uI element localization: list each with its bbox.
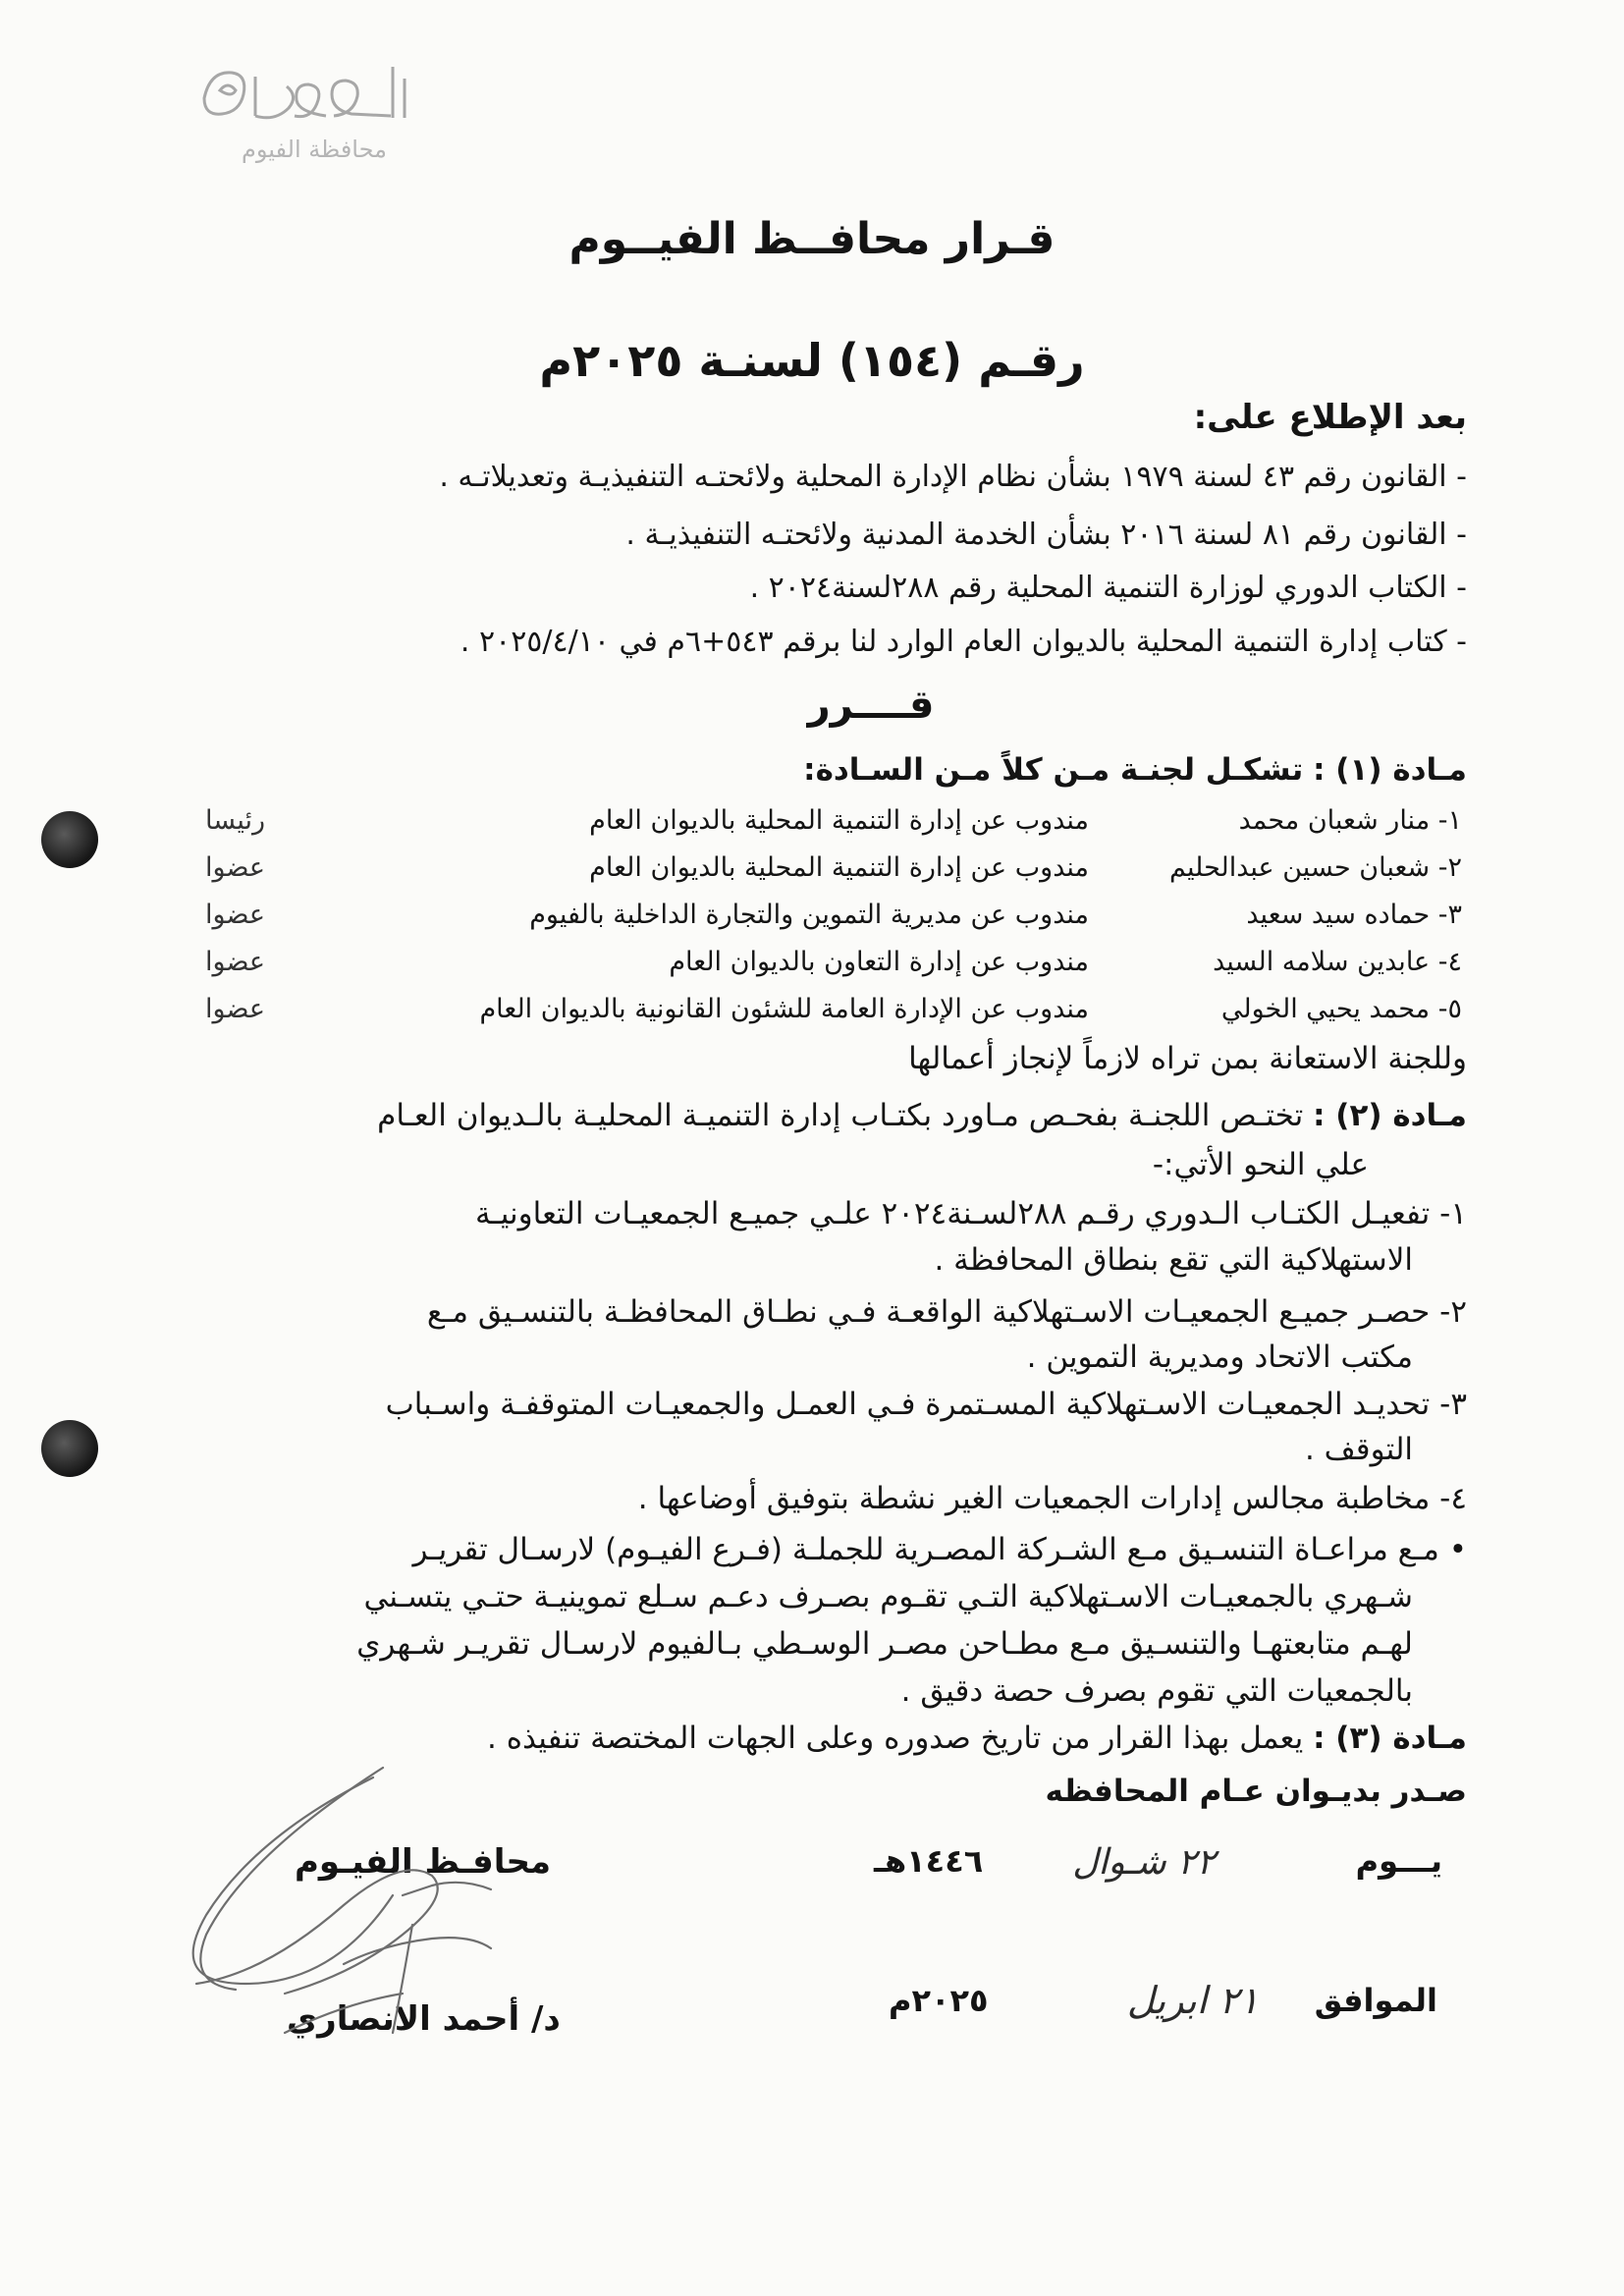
bullet-line: بالجمعيات التي تقوم بصرف حصة دقيق .	[900, 1673, 1413, 1709]
punch-hole	[41, 1420, 98, 1477]
article-2-heading	[377, 1098, 1467, 1133]
logo-graphic	[187, 39, 442, 187]
bullet-icon: •	[1448, 1532, 1467, 1567]
member-name: ٤- عابدين سلامه السيد	[1213, 947, 1462, 977]
member-representation: مندوب عن الإدارة العامة للشئون القانونية بالديوان العام	[479, 994, 1089, 1024]
article-2-label: مـادة (٢) :	[1313, 1098, 1467, 1133]
punch-hole	[41, 811, 98, 868]
svg-text:٢١ ابريل: ٢١ ابريل	[1126, 1979, 1260, 2022]
article-2-text: تختـص اللجنـة بفحـص مـاورد بكتـاب إدارة التنميـة المحليـة بالـديوان العـام	[377, 1098, 1304, 1133]
article-2-text-cont: علي النحو الأتي:-	[1152, 1147, 1369, 1182]
bullet-line: شـهري بالجمعيـات الاسـتهلاكية التـي تقـوم بصـرف دعـم سـلع تموينيـة حتـي يتسـني	[363, 1579, 1413, 1614]
member-role: عضوا	[205, 947, 265, 977]
decree-number: رقـم (١٥٤) لسنـة ٢٠٢٥م	[539, 334, 1085, 387]
article-3	[487, 1721, 1467, 1756]
member-name: ١- منار شعبان محمد	[1238, 805, 1462, 836]
issued-statement	[1046, 1774, 1467, 1809]
member-representation: مندوب عن إدارة التنمية المحلية بالديوان العام	[589, 805, 1089, 836]
task-item: ٣- تحديـد الجمعيـات الاسـتهلاكية المسـتمرة فـي العمـل والجمعيـات المتوقفـة واسـباب	[385, 1387, 1467, 1422]
task-item: ١- تفعيـل الكتـاب الـدوري رقـم ٢٨٨لسـنة٢٠٢٤ علـي جميـع الجمعيـات التعاونيـة	[475, 1196, 1467, 1231]
committee-member	[136, 947, 1462, 986]
signature-scribble	[137, 1738, 569, 2072]
committee-member	[136, 852, 1462, 892]
handwriting-hijri	[1021, 1823, 1267, 1901]
governorate-logo	[187, 39, 442, 187]
article-1-text: تشكـل لجنـة مـن كلاً مـن السـادة:	[803, 752, 1304, 788]
task-item-cont: التوقف .	[1304, 1432, 1413, 1467]
committee-member	[136, 994, 1462, 1033]
gregorian-label: الموافق	[1314, 1982, 1437, 2019]
article-1-heading	[803, 752, 1467, 788]
task-item: ٢- حصـر جميـع الجمعيـات الاسـتهلاكية الواقعـة فـي نطـاق المحافظـة بالتنسـيق مـع	[426, 1294, 1467, 1330]
preamble-item: - كتاب إدارة التنمية المحلية بالديوان العام الوارد لنا برقم ٥٤٣+٦م في ٢٠٢٥/٤/١٠ .	[460, 625, 1467, 659]
hijri-day-label: يـــوم	[1355, 1842, 1442, 1880]
member-representation: مندوب عن إدارة التنمية المحلية بالديوان العام	[589, 852, 1089, 883]
governor-title: محافـظ الفيـوم	[295, 1842, 552, 1882]
gregorian-handwritten-date	[1070, 1954, 1316, 2043]
bullet-line: مـع مراعـاة التنسـيق مـع الشـركة المصـرية للجملـة (فـرع الفيـوم) لارسـال تقريـر	[412, 1532, 1439, 1567]
svg-text:محافظة الفيوم: محافظة الفيوم	[242, 136, 387, 163]
decree-title: قـرار محافــظ الفيــوم	[568, 214, 1056, 264]
preamble-heading: بعد الإطلاع على:	[1193, 398, 1467, 437]
member-name: ٣- حماده سيد سعيد	[1246, 900, 1462, 930]
committee-member	[136, 900, 1462, 939]
member-role: عضوا	[205, 852, 265, 883]
article-3-text: يعمل بهذا القرار من تاريخ صدوره وعلى الجهات المختصة تنفيذه .	[487, 1721, 1304, 1756]
svg-text:٢٢ شـوال: ٢٢ شـوال	[1072, 1842, 1216, 1883]
member-role: رئيسا	[205, 805, 266, 836]
member-role: عضوا	[205, 900, 265, 930]
preamble-item: - القانون رقم ٨١ لسنة ٢٠١٦ بشأن الخدمة المدنية ولائحتـه التنفيذيـة .	[625, 518, 1467, 552]
member-representation: مندوب عن إدارة التعاون بالديوان العام	[669, 947, 1089, 977]
member-representation: مندوب عن مديرية التموين والتجارة الداخلية بالفيوم	[529, 900, 1089, 930]
committee-member	[136, 805, 1462, 845]
task-item-cont: الاستهلاكية التي تقع بنطاق المحافظة .	[934, 1242, 1413, 1278]
bullet-line: لهـم متابعتهـا والتنسـيق مـع مطـاحن مصـر الوسـطي بـالفيوم لارسـال تقريـر شـهري	[356, 1626, 1413, 1662]
member-name: ٢- شعبان حسين عبدالحليم	[1169, 852, 1462, 883]
handwritten-signature	[137, 1738, 569, 2072]
issued-text: صـدر بديـوان عـام المحافظه	[1045, 1774, 1467, 1809]
preamble-item: - الكتاب الدوري لوزارة التنمية المحلية رقم ٢٨٨لسنة٢٠٢٤ .	[749, 571, 1467, 605]
hijri-year: ١٤٤٦هـ	[874, 1842, 984, 1880]
handwriting-gregorian	[1070, 1954, 1316, 2043]
article-1-label: مـادة (١) :	[1313, 752, 1467, 788]
task-item: ٤- مخاطبة مجالس إدارات الجمعيات الغير نشطة بتوفيق أوضاعها .	[637, 1481, 1467, 1516]
gregorian-year: ٢٠٢٥م	[889, 1982, 989, 2019]
preamble-item: - القانون رقم ٤٣ لسنة ١٩٧٩ بشأن نظام الإدارة المحلية ولائحتـه التنفيذيـة وتعديلاتـه .	[439, 460, 1467, 494]
article-3-label: مـادة (٣) :	[1313, 1721, 1467, 1756]
member-role: عضوا	[205, 994, 265, 1024]
member-name: ٥- محمد يحيي الخولي	[1220, 994, 1462, 1024]
governor-name: د/ أحمد الانصاري	[287, 1999, 561, 2039]
bullet-note	[412, 1532, 1467, 1567]
decree-word: قــــرر	[807, 683, 935, 728]
committee-note: وللجنة الاستعانة بمن تراه لازماً لإنجاز أعمالها	[908, 1041, 1467, 1076]
hijri-handwritten-date	[1021, 1823, 1267, 1901]
task-item-cont: مكتب الاتحاد ومديرية التموين .	[1026, 1339, 1413, 1375]
